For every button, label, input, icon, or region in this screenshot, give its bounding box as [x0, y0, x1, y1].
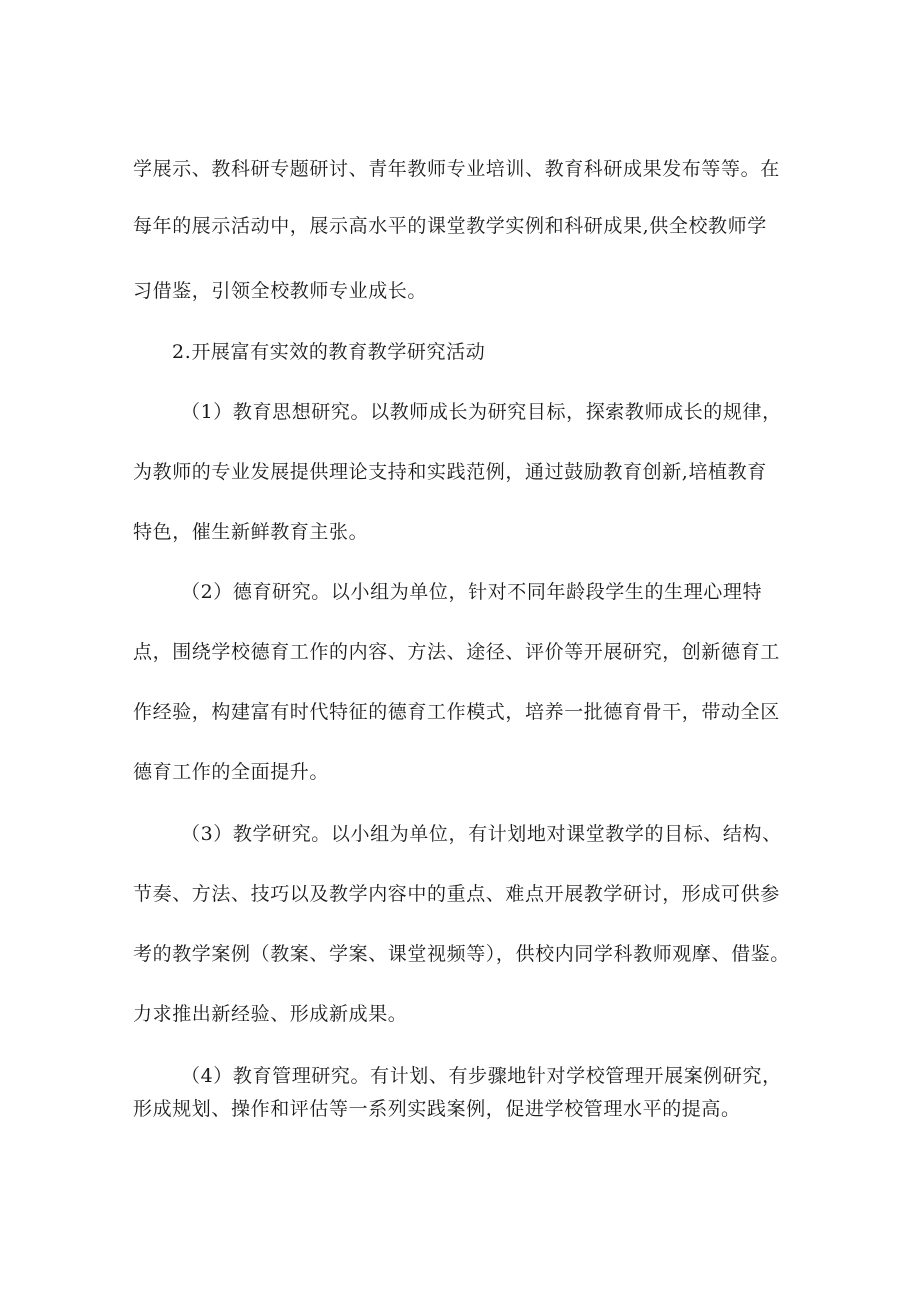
paragraph-line: （3）教学研究。以小组为单位，有计划地对课堂教学的目标、结构、	[181, 823, 782, 845]
paragraph-line: 力求推出新经验、形成新成果。	[133, 1003, 408, 1025]
paragraph-line: 作经验，构建富有时代特征的德育工作模式，培养一批德育骨干，带动全区	[133, 701, 780, 723]
paragraph-line: 习借鉴，引领全校教师专业成长。	[133, 280, 428, 302]
paragraph-line: （1）教育思想研究。以教师成长为研究目标，探索教师成长的规律，	[181, 401, 782, 423]
paragraph-line: （2）德育研究。以小组为单位，针对不同年龄段学生的生理心理特	[181, 581, 763, 603]
paragraph-line: （4）教育管理研究。有计划、有步骤地针对学校管理开展案例研究，	[181, 1065, 782, 1087]
paragraph-line: 德育工作的全面提升。	[133, 761, 330, 783]
section-heading: 2.开展富有实效的教育教学研究活动	[172, 341, 486, 363]
paragraph-line: 点，围绕学校德育工作的内容、方法、途径、评价等开展研究，创新德育工	[133, 641, 780, 663]
paragraph-line: 学展示、教科研专题研讨、青年教师专业培训、教育科研成果发布等等。在	[133, 158, 780, 180]
paragraph-line: 节奏、方法、技巧以及教学内容中的重点、难点开展教学研讨，形成可供参	[133, 883, 780, 905]
paragraph-line: 考的教学案例（教案、学案、课堂视频等），供校内同学科教师观摩、借鉴。	[133, 943, 790, 965]
paragraph-line: 为教师的专业发展提供理论支持和实践范例，通过鼓励教育创新,培植教育	[133, 461, 767, 483]
paragraph-line: 每年的展示活动中，展示高水平的课堂教学实例和科研成果,供全校教师学	[133, 215, 767, 237]
paragraph-line: 形成规划、操作和评估等一系列实践案例，促进学校管理水平的提高。	[133, 1098, 741, 1120]
paragraph-line: 特色，催生新鲜教育主张。	[133, 521, 369, 543]
